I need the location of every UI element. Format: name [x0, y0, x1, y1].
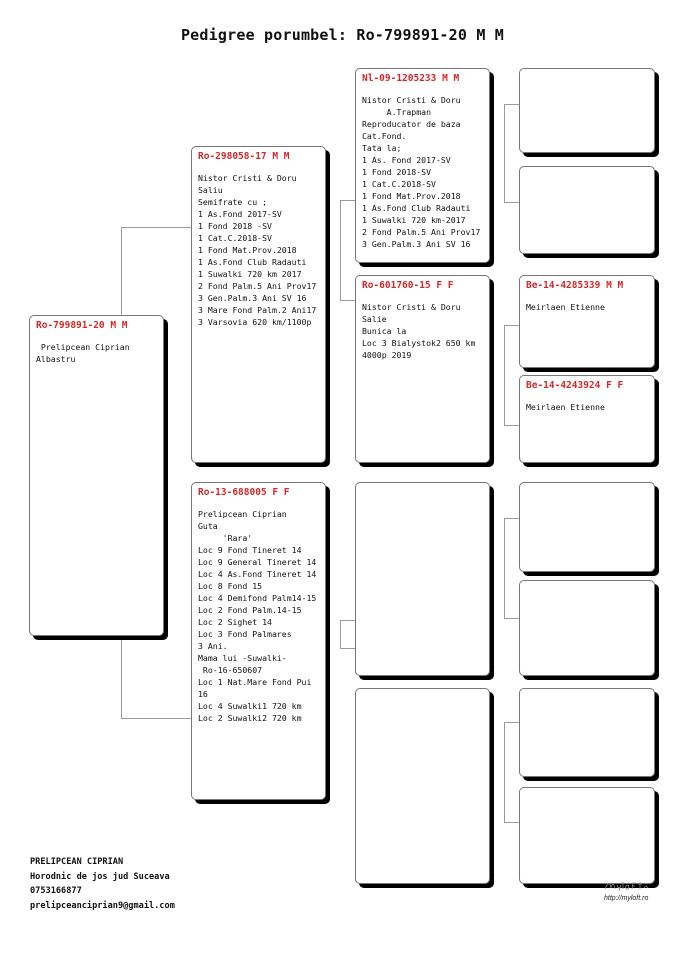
connector-line [504, 202, 519, 203]
owner-address: Horodnic de jos jud Suceava [30, 871, 170, 882]
owner-email[interactable]: prelipceanciprian9@gmail.com [30, 900, 175, 911]
pigeon-info-line: Salie [362, 314, 387, 324]
site-url-link[interactable]: http://myloft.ro [604, 895, 649, 902]
pigeon-info-line: Loc 4 Demifond Palm14-15 [198, 593, 317, 603]
pigeon-info-line: 2 Fond Palm.5 Ani Prov17 [198, 281, 317, 291]
pigeon-card-mother[interactable] [191, 482, 326, 800]
pigeon-info-line: 1 Suwalki 720 km-2017 [362, 215, 466, 225]
pigeon-info-line: Cat.Fond. [362, 131, 407, 141]
pigeon-card-mfM[interactable] [519, 580, 655, 676]
connector-line [504, 618, 519, 619]
pigeon-info-line: Loc 4 As.Fond Tineret 14 [198, 569, 317, 579]
pigeon-info-line: Loc 1 Nat.Mare Fond Pui [198, 677, 312, 687]
owner-phone: 0753166877 [30, 886, 82, 896]
connector-line [504, 425, 519, 426]
pigeon-info-line: Ro-16-650607 [198, 665, 263, 675]
pigeon-card-father-mother-father[interactable] [519, 275, 655, 368]
pigeon-info-line: Prelipcean Ciprian [36, 342, 130, 352]
pigeon-info-line: Albastru [36, 354, 76, 364]
pigeon-info-line: 1 As.Fond Club Radauti [362, 203, 471, 213]
pigeon-card-mmM[interactable] [519, 787, 655, 884]
owner-contact [30, 855, 175, 913]
pigeon-card-father-mother-mother[interactable] [519, 375, 655, 463]
pigeon-info-line: Mama lui -Suwalki- [198, 653, 287, 663]
pigeon-info-line: 3 Varsovia 620 km/1100p [198, 317, 312, 327]
connector-line [504, 722, 519, 723]
connector-line [504, 722, 505, 822]
pigeon-info-line: Nistor Cristi & Doru [362, 302, 461, 312]
connector-line [504, 822, 519, 823]
connector-line [340, 200, 341, 300]
connector-line [121, 227, 122, 317]
connector-line [340, 620, 341, 648]
pigeon-info-line: 1 Cat.C.2018-SV [362, 179, 436, 189]
pigeon-info-line: Reproducator de baza [362, 119, 461, 129]
pigeon-ring-id: Nl-09-1205233 M M [362, 73, 460, 84]
pigeon-card-father[interactable] [191, 146, 326, 463]
pigeon-info-line: 1 Fond Mat.Prov.2018 [362, 191, 461, 201]
pigeon-ring-id: Be-14-4285339 M M [526, 280, 624, 291]
page-title: Pedigree porumbel: Ro-799891-20 M M [180, 26, 505, 44]
pigeon-info-line: 1 Fond 2018 -SV [198, 221, 272, 231]
connector-line [340, 200, 356, 201]
pigeon-card-father-father[interactable] [355, 68, 490, 263]
pigeon-info-line: 3 Mare Fond Palm.2 Ani17 [198, 305, 317, 315]
owner-name: PRELIPCEAN CIPRIAN [30, 857, 124, 867]
pigeon-info-line: 1 As.Fond 2017-SV [198, 209, 282, 219]
pigeon-info-line: Loc 8 Fond 15 [198, 581, 263, 591]
pigeon-card-father-mother[interactable] [355, 275, 490, 463]
pigeon-info-line: Loc 2 Suwalki2 720 km [198, 713, 302, 723]
pigeon-info-line: 1 Suwalki 720 km 2017 [198, 269, 302, 279]
connector-line [504, 325, 505, 425]
pigeon-info-line: Tata la; [362, 143, 402, 153]
pigeon-info-line: Bunica la [362, 326, 407, 336]
connector-line [504, 104, 505, 202]
pigeon-card-mfF[interactable] [519, 482, 655, 572]
pigeon-card-mother-mother[interactable] [355, 688, 490, 884]
connector-line [340, 300, 356, 301]
pigeon-info-line: Semifrate cu ; [198, 197, 268, 207]
pigeon-card-mmF[interactable] [519, 688, 655, 777]
pigeon-ring-id: Ro-298058-17 M M [198, 151, 290, 162]
connector-line [121, 636, 122, 718]
pigeon-info-line: 2 Fond Palm.5 Ani Prov17 [362, 227, 481, 237]
pigeon-ring-id: Be-14-4243924 F F [526, 380, 624, 391]
pigeon-info-line: 'Rara' [198, 533, 253, 543]
pigeon-info-line: Meirlaen Etienne [526, 302, 605, 312]
pigeon-info-line: 3 Ani. [198, 641, 228, 651]
pigeon-card-main[interactable] [29, 315, 164, 636]
pigeon-info-line: Loc 9 General Tineret 14 [198, 557, 317, 567]
pigeon-info-line: Saliu [198, 185, 223, 195]
pigeon-info-line: Guta [198, 521, 218, 531]
connector-line [504, 518, 519, 519]
pigeon-info-line: Loc 2 Fond Palm.14-15 [198, 605, 302, 615]
pigeon-info-line: Loc 2 Sighet 14 [198, 617, 272, 627]
connector-line [340, 620, 356, 621]
pigeon-info-line: Loc 9 Fond Tineret 14 [198, 545, 302, 555]
pigeon-ring-id: Ro-13-688005 F F [198, 487, 290, 498]
pigeon-info-line: Nistor Cristi & Doru [362, 95, 461, 105]
pigeon-info-line: 3 Gen.Palm.3 Ani SV 16 [198, 293, 307, 303]
pigeon-info-line: 1 Cat.C.2018-SV [198, 233, 272, 243]
pigeon-info-line: Loc 4 Suwalki1 720 km [198, 701, 302, 711]
pigeon-info-line: Loc 3 Bialystok2 650 km [362, 338, 476, 348]
pigeon-info-line: Meirlaen Etienne [526, 402, 605, 412]
myloft-logo [604, 880, 650, 892]
pigeon-info-line: A.Trapman [362, 107, 432, 117]
pigeon-ring-id: Ro-601760-15 F F [362, 280, 454, 291]
connector-line [121, 718, 193, 719]
connector-line [340, 648, 356, 649]
pigeon-info-line: 1 Fond 2018-SV [362, 167, 432, 177]
pigeon-info-line: Nistor Cristi & Doru [198, 173, 297, 183]
pigeon-info-line: 3 Gen.Palm.3 Ani SV 16 [362, 239, 471, 249]
pigeon-ring-id: Ro-799891-20 M M [36, 320, 128, 331]
pigeon-info-line: Prelipcean Ciprian [198, 509, 287, 519]
connector-line [504, 518, 505, 618]
pigeon-info-line: 1 Fond Mat.Prov.2018 [198, 245, 297, 255]
pigeon-info-line: 4000p 2019 [362, 350, 412, 360]
connector-line [504, 325, 519, 326]
pigeon-info-line: Loc 3 Fond Palmares [198, 629, 292, 639]
pigeon-card-ffM[interactable] [519, 166, 655, 254]
connector-line [504, 104, 519, 105]
pigeon-info-line: 1 As.Fond Club Radauti [198, 257, 307, 267]
pigeon-card-mother-father[interactable] [355, 482, 490, 676]
pigeon-card-ffF[interactable] [519, 68, 655, 153]
pigeon-info-line: 1 As. Fond 2017-SV [362, 155, 451, 165]
pigeon-info-line: 16 [198, 689, 208, 699]
connector-line [121, 227, 193, 228]
